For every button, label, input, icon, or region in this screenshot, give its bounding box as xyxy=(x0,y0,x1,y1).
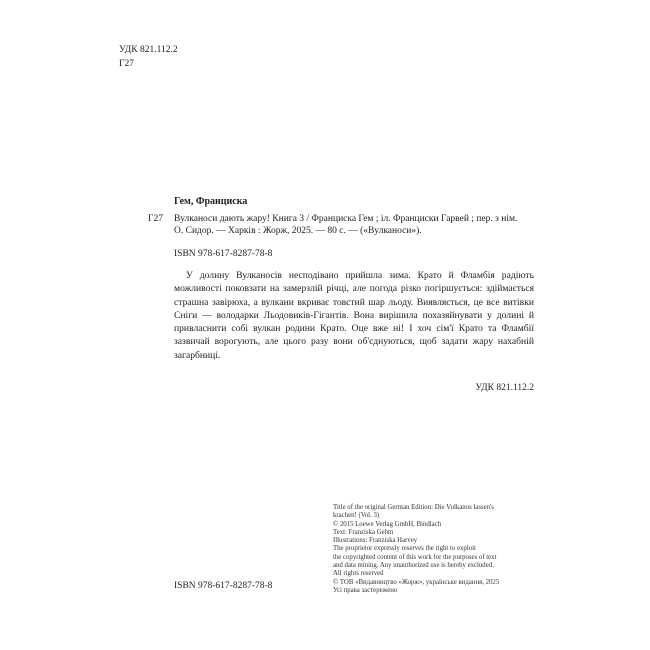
udk-footer: УДК 821.112.2 xyxy=(475,383,534,393)
author-heading: Гем, Франциска xyxy=(174,196,248,207)
author-mark: Г27 xyxy=(119,59,134,69)
bibliographic-description xyxy=(174,213,534,237)
copyright-line: the copyrighted content of this work for the purposes of text xyxy=(333,553,497,561)
copyright-line: krachen! (Vol. 3) xyxy=(333,512,380,520)
copyright-line: Illustrations: Franziska Harvey xyxy=(333,537,418,545)
isbn: ISBN 978-617-8287-78-8 xyxy=(174,249,273,259)
copyright-line: Title of the original German Edition: Die Vulkanos lassen's xyxy=(333,504,494,511)
copyright-line: Text: Franziska Gehm xyxy=(333,528,394,536)
card-code: Г27 xyxy=(148,214,163,224)
bibliographic-line: О. Сидор. — Харків : Жорж, 2025. — 80 с. — («Вулканоси»). xyxy=(174,226,422,236)
isbn-bottom: ISBN 978-617-8287-78-8 xyxy=(174,581,273,591)
copyright-line: © 2015 Loewe Verlag GmbH, Bindlach xyxy=(333,520,442,528)
udk-code: УДК 821.112.2 xyxy=(119,45,178,55)
annotation: У долину Вулканосів несподівано прийшла зима. Крато й Фламбія радіють можливості поковзати на замерзлій річці, але погода різко погіршується: здіймається страшна завірюха, а вулкани вкриває товстий шар льоду. Виявляється, це все витівки Сніги — володарки Льодовиків-Гігантів. Вона вирішила похазяйнувати у долині й привласнити собі вулкан родини Крато. Оце вже ні! І хоч сім'ї Крато та Фламбії зазвичай ворогують, але цього разу вони об'єднуються, щоб задати жару нахабній загарбниці. xyxy=(174,270,534,361)
copyright-line: The proprietor expressly reserves the right to exploit xyxy=(333,545,476,553)
udk-header xyxy=(119,44,178,72)
copyright-line: and data mining. Any unauthorized use is hereby excluded. xyxy=(333,562,494,570)
copyright-line: © ТОВ «Видавництво «Жорж», українське видання, 2025 xyxy=(333,578,500,586)
copyright-block xyxy=(333,504,543,595)
bibliographic-line: Вулканоси дають жару! Книга 3 / Франциска Гем ; іл. Франциски Гарвей ; пер. з нім. xyxy=(174,214,518,224)
copyright-line: All rights reserved xyxy=(333,570,384,578)
copyright-line: Усі права застережено xyxy=(333,586,398,594)
